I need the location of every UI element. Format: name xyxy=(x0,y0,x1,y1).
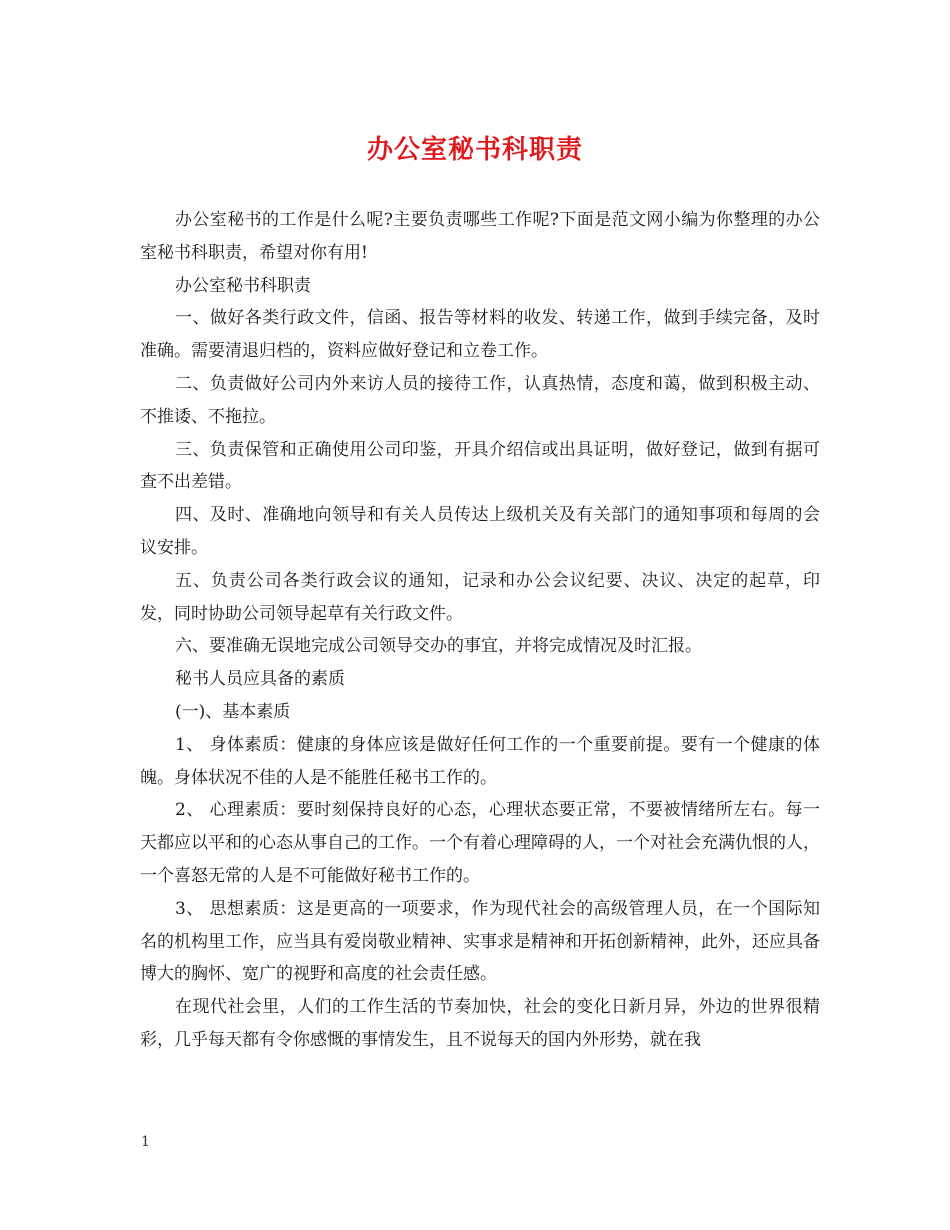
document-title: 办公室秘书科职责 xyxy=(366,135,583,165)
paragraph-quality-3: 3、 思想素质：这是更高的一项要求，作为现代社会的高级管理人员，在一个国际知名的机构里工作，应当具有爱岗敬业精神、实事求是精神和开拓创新精神，此外，还应具备博大的胸怀、宽广的视野和高度的社会责任感。 xyxy=(140,898,820,985)
document-body xyxy=(140,204,820,1057)
paragraph-duty-6: 六、要准确无误地完成公司领导交办的事宜，并将完成情况及时汇报。 xyxy=(175,636,702,657)
paragraph-duty-5: 五、负责公司各类行政会议的通知，记录和办公会议纪要、决议、决定的起草，印发，同时协助公司领导起草有关行政文件。 xyxy=(140,570,820,624)
paragraph-heading-qualities: 秘书人员应具备的素质 xyxy=(175,669,345,690)
paragraph-duty-4: 四、及时、准确地向领导和有关人员传达上级机关及有关部门的通知事项和每周的会议安排。 xyxy=(140,505,820,558)
paragraph-modern-society: 在现代社会里，人们的工作生活的节奏加快，社会的变化日新月异，外边的世界很精彩，几乎每天都有令你感慨的事情发生，且不说每天的国内外形势，就在我 xyxy=(140,997,820,1050)
page-number: 1 xyxy=(141,1134,150,1150)
paragraph-quality-2: 2、 心理素质：要时刻保持良好的心态，心理状态要正常，不要被情绪所左右。每一天都应以平和的心态从事自己的工作。一个有着心理障碍的人，一个对社会充满仇恨的人，一个喜怒无常的人是不可能做好秘书工作的。 xyxy=(140,800,820,886)
paragraph-duty-3: 三、负责保管和正确使用公司印鉴，开具介绍信或出具证明，做好登记，做到有据可查不出差错。 xyxy=(140,439,820,493)
paragraph-heading-basic: (一)、基本素质 xyxy=(175,701,291,722)
paragraph-duty-1: 一、做好各类行政文件，信函、报告等材料的收发、转递工作，做到手续完备，及时准确。需要清退归档的，资料应做好登记和立卷工作。 xyxy=(140,308,820,362)
paragraph-quality-1: 1、 身体素质：健康的身体应该是做好任何工作的一个重要前提。要有一个健康的体魄。身体状况不佳的人是不能胜任秘书工作的。 xyxy=(140,734,820,788)
paragraph-duty-2: 二、负责做好公司内外来访人员的接待工作，认真热情，态度和蔼，做到积极主动、不推诿、不拖拉。 xyxy=(140,373,820,427)
paragraph-intro: 办公室秘书的工作是什么呢?主要负责哪些工作呢?下面是范文网小编为你整理的办公室秘书科职责，希望对你有用! xyxy=(140,210,820,263)
paragraph-heading-duties: 办公室秘书科职责 xyxy=(175,275,311,296)
